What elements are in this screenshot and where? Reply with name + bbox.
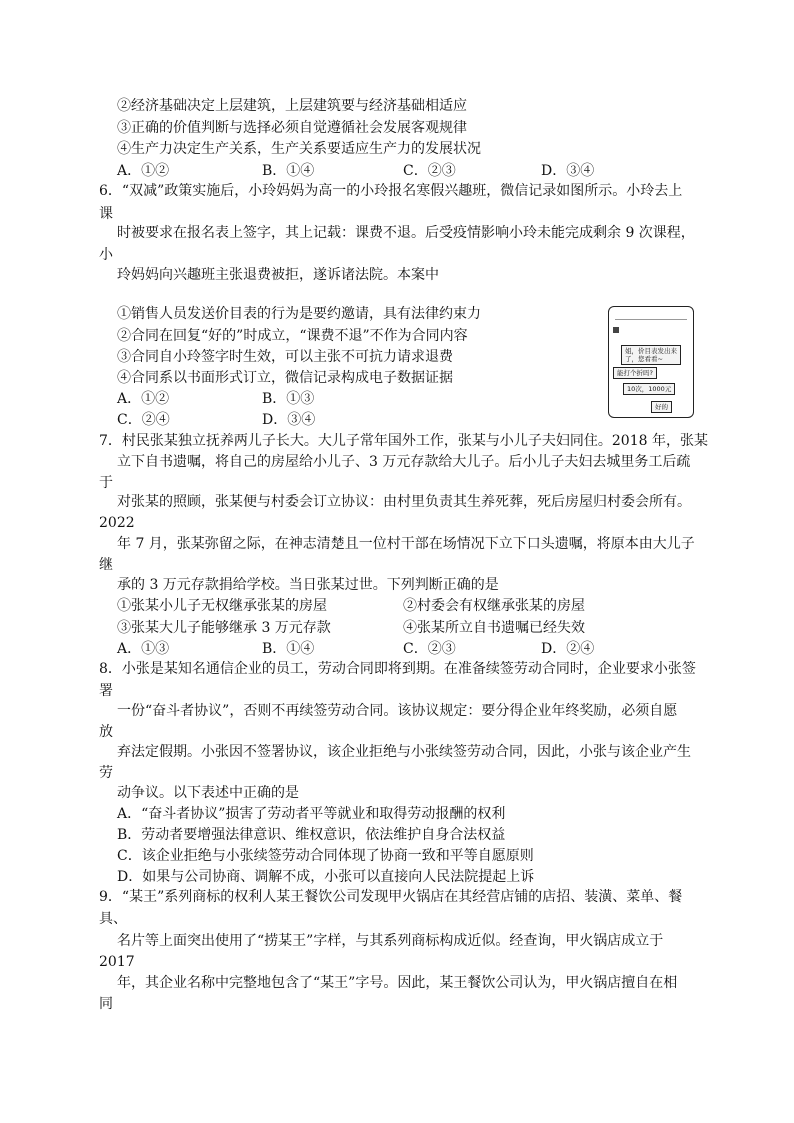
q7-statement-1: ①张某小儿子无权继承张某的房屋 (117, 598, 327, 614)
q9-line-2: 名片等上面突出使用了“捞某王”字样，与其系列商标构成近似。经查询，甲火锅店成立于 (117, 933, 664, 949)
q8-line-4: 动争议。以下表述中正确的是 (117, 785, 299, 801)
q8-line-2-wrap: 放 (99, 724, 113, 740)
q8-option-d: D．如果与公司协商、调解不成，小张可以直接向人民法院提起上诉 (117, 869, 535, 885)
q7-line-5: 承的 3 万元存款捐给学校。当日张某过世。下列判断正确的是 (117, 577, 499, 593)
q6-option-a: A．①② (117, 391, 170, 407)
q5-statement-2: ②经济基础决定上层建筑，上层建筑要与经济基础相适应 (117, 98, 467, 114)
chat-bubble-ok (651, 401, 672, 413)
q6-line-2: 时被要求在报名表上签字，其上记载：课费不退。后受疫情影响小玲未能完成剩余 9 次课程， (117, 225, 695, 241)
chat-bubble-price-list (621, 345, 681, 365)
seller-avatar-icon (613, 327, 619, 333)
q7-statement-2: ②村委会有权继承张某的房屋 (403, 598, 585, 614)
q9-line-1-wrap: 具、 (99, 911, 127, 927)
q7-line-3: 对张某的照顾，张某便与村委会订立协议：由村里负责其生养死葬，死后房屋归村委会所有。 (117, 494, 691, 510)
chat-bubble-discount (613, 367, 657, 379)
q9-line-3-wrap: 同 (99, 996, 113, 1012)
q6-option-b: B．①③ (262, 391, 315, 407)
q8-line-2: 一份“奋斗者协议”，否则不再续签劳动合同。该协议规定：要分得企业年终奖励，必须自愿 (117, 703, 678, 719)
q5-statement-3: ③正确的价值判断与选择必须自觉遵循社会发展客观规律 (117, 120, 467, 136)
q6-option-d: D．③④ (262, 412, 316, 428)
q7-option-b: B．①④ (262, 641, 315, 657)
chat-msg-1b: 了，您看看~ (625, 355, 663, 363)
chat-msg-3: 10次，1000元 (627, 385, 672, 393)
q8-line-3: 弃法定假期。小张因不签署协议，该企业拒绝与小张续签劳动合同，因此，小张与该企业产生 (117, 744, 691, 760)
chat-bubble-price (623, 383, 675, 395)
q9-line-3: 年，其企业名称中完整地包含了“某王”字号。因此，某王餐饮公司认为，甲火锅店擅自在相 (117, 975, 678, 991)
chat-msg-2: 能打个折吗? (617, 369, 653, 377)
q7-option-d: D．②④ (541, 641, 595, 657)
q8-line-1-wrap: 署 (99, 683, 113, 699)
q7-line-3-wrap: 2022 (99, 515, 135, 531)
chat-msg-4: 好的 (655, 403, 668, 411)
q5-option-d: D．③④ (541, 163, 595, 179)
q8-option-a: A．“奋斗者协议”损害了劳动者平等就业和取得劳动报酬的权利 (117, 806, 506, 822)
q7-statement-3: ③张某大儿子能够继承 3 万元存款 (117, 620, 331, 636)
q6-statement-2: ②合同在回复“好的”时成立，“课费不退”不作为合同内容 (117, 328, 468, 344)
q7-line-2-wrap: 于 (99, 475, 113, 491)
q7-line-4-wrap: 继 (99, 557, 113, 573)
chat-msg-1: 姐，价目表发出来 (625, 347, 677, 355)
q6-line-3: 玲妈妈向兴趣班主张退费被拒，遂诉诸法院。本案中 (117, 267, 439, 283)
q6-line-1-wrap: 课 (99, 206, 113, 222)
q6-option-c: C．②④ (117, 412, 170, 428)
q7-option-a: A．①③ (117, 641, 170, 657)
q6-line-2-wrap: 小 (99, 247, 113, 263)
q6-statement-4: ④合同系以书面形式订立，微信记录构成电子数据证据 (117, 370, 453, 386)
q6-statement-1: ①销售人员发送价目表的行为是要约邀请，具有法律约束力 (117, 306, 481, 322)
q6-statement-3: ③合同自小玲签字时生效，可以主张不可抗力请求退费 (117, 349, 453, 365)
q8-line-1: 8．小张是某知名通信企业的员工，劳动合同即将到期。在准备续签劳动合同时，企业要求小张签 (99, 661, 696, 677)
q5-option-a: A．①② (117, 163, 170, 179)
q9-line-1: 9．“某王”系列商标的权利人某王餐饮公司发现甲火锅店在其经营店铺的店招、装潢、菜单、餐 (99, 889, 683, 905)
q7-option-c: C．②③ (403, 641, 456, 657)
q5-option-c: C．②③ (403, 163, 456, 179)
q7-line-2: 立下自书遗嘱，将自己的房屋给小儿子、3 万元存款给大儿子。后小儿子夫妇去城里务工后疏 (117, 454, 691, 470)
q8-line-3-wrap: 劳 (99, 765, 113, 781)
q9-line-2-wrap: 2017 (99, 954, 135, 970)
phone-status-bar (615, 311, 687, 320)
q5-option-b: B．①④ (262, 163, 315, 179)
wechat-chat-figure (608, 306, 694, 418)
q7-line-4: 年 7 月，张某弥留之际，在神志清楚且一位村干部在场情况下立下口头遗嘱，将原本由大儿子 (117, 536, 695, 552)
q5-statement-4: ④生产力决定生产关系，生产关系要适应生产力的发展状况 (117, 141, 481, 157)
q8-option-c: C．该企业拒绝与小张续签劳动合同体现了协商一致和平等自愿原则 (117, 848, 534, 864)
q6-line-1: 6．“双减”政策实施后，小玲妈妈为高一的小玲报名寒假兴趣班，微信记录如图所示。小玲去上 (99, 183, 683, 199)
q8-option-b: B．劳动者要增强法律意识、维权意识，依法维护自身合法权益 (117, 827, 506, 843)
q7-line-1: 7．村民张某独立抚养两儿子长大。大儿子常年国外工作，张某与小儿子夫妇同住。2018 年，张某 (99, 433, 708, 449)
q7-statement-4: ④张某所立自书遗嘱已经失效 (403, 620, 585, 636)
